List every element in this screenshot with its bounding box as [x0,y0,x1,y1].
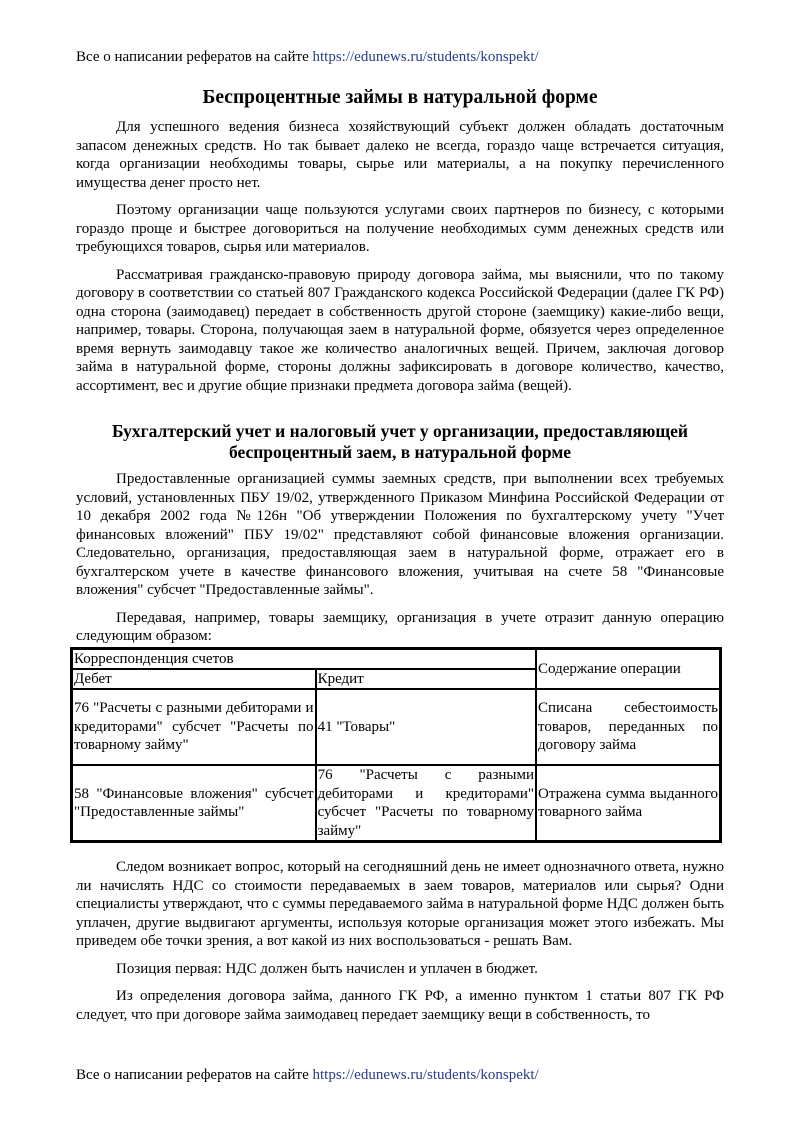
cell-debit: 76 "Расчеты с разными дебиторами и кредиторами" субсчет "Расчеты по товарному займу" [72,689,316,765]
intro-block [76,118,724,395]
page-header [76,48,539,66]
cell-content: Списана себестоимость товаров, переданных по договору займа [536,689,720,765]
paragraph: Рассматривая гражданско-правовую природу договора займа, мы выяснили, что по такому договору в соответствии со статьей 807 Гражданского кодекса Российской Федерации (далее ГК РФ) одна сторона (заимодавец) передает в собственность другой стороне (заемщику) какие-либо вещи, например, товары. Сторона, получающая заем в натуральной форме, обязуется через определенное время вернуть заимодавцу такое же количество аналогичных вещей. Причем, заключая договор займа в натуральной форме, стороны должны зафиксировать в договоре количество, качество, ассортимент, вес и другие общие признаки предмета договора займа (вещей). [76,266,724,394]
table-row [72,765,720,841]
header-link[interactable]: https://edunews.ru/students/konspekt/ [312,49,539,65]
paragraph: Передавая, например, товары заемщику, организация в учете отразит данную операцию следующим образом: [76,609,724,644]
table-row [72,689,720,765]
section-title: Бухгалтерский учет и налоговый учет у организации, предоставляющей беспроцентный заем, в натуральной форме [112,421,688,462]
accounts-table [70,647,722,843]
section-block [76,421,724,646]
header-debit: Дебет [72,669,316,689]
paragraph: Из определения договора займа, данного ГК РФ, а именно пунктом 1 статьи 807 ГК РФ следует, что при договоре займа заимодавец передает заемщику вещи в собственность, то [76,988,724,1023]
cell-credit: 76 "Расчеты с разными дебиторами и кредиторами" субсчет "Расчеты по товарному займу" [316,765,536,841]
accounts-table-wrap [70,647,718,843]
paragraph: Для успешного ведения бизнеса хозяйствующий субъект должен обладать достаточным запасом денежных средств. Но так бывает далеко не всегда, гораздо чаще встречается ситуация, когда организации необходимы товары, сырье или материалы, а на покупку перечисленного имущества денег просто нет. [76,119,724,191]
footer-link[interactable]: https://edunews.ru/students/konspekt/ [312,1067,539,1083]
paragraph: Поэтому организации чаще пользуются услугами своих партнеров по бизнесу, с которыми гораздо проще и быстрее договориться на получение необходимых сумм денежных средств или требующихся товаров, сырья или материалов. [76,202,724,255]
header-credit: Кредит [316,669,536,689]
paragraph: Позиция первая: НДС должен быть начислен и уплачен в бюджет. [116,960,538,977]
paragraph: Предоставленные организацией суммы заемных средств, при выполнении всех требуемых условий, установленных ПБУ 19/02, утвержденного Приказом Минфина Российской Федерации от 10 декабря 2002 года №126н "Об утверждении Положения по бухгалтерскому учету "Учет финансовых вложений" ПБУ 19/02" представляют собой финансовые вложения организации. Следовательно, организация, предоставляющая заем в натуральной форме, отражает его в бухгалтерском учете в качестве финансового вложения, учитывая на счете 58 "Финансовые вложения" субсчет "Предоставленные займы". [76,471,724,598]
page-footer [76,1066,539,1084]
footer-text: Все о написании рефератов на сайте [76,1067,313,1083]
paragraph: Следом возникает вопрос, который на сегодняшний день не имеет однозначного ответа, нужно ли начислять НДС со стоимости передаваемых в заем товаров, материалов или сырья? Одни специалисты утверждают, что с суммы передаваемого займа в натуральной форме НДС должен быть уплачен, другие выдвигают аргументы, используя которые организация может этого избежать. Мы приведем обе точки зрения, а вот какой из них воспользоваться - решать Вам. [76,859,724,949]
header-text: Все о написании рефератов на сайте [76,49,313,65]
after-block [76,858,724,1024]
document-title: Беспроцентные займы в натуральной форме [202,87,598,108]
cell-content: Отражена сумма выданного товарного займа [536,765,720,841]
header-correspondence: Корреспонденция счетов [72,649,536,669]
table-header-row [72,649,720,669]
cell-credit: 41 "Товары" [316,689,536,765]
cell-debit: 58 "Финансовые вложения" субсчет "Предоставленные займы" [72,765,316,841]
header-content: Содержание операции [536,649,720,689]
